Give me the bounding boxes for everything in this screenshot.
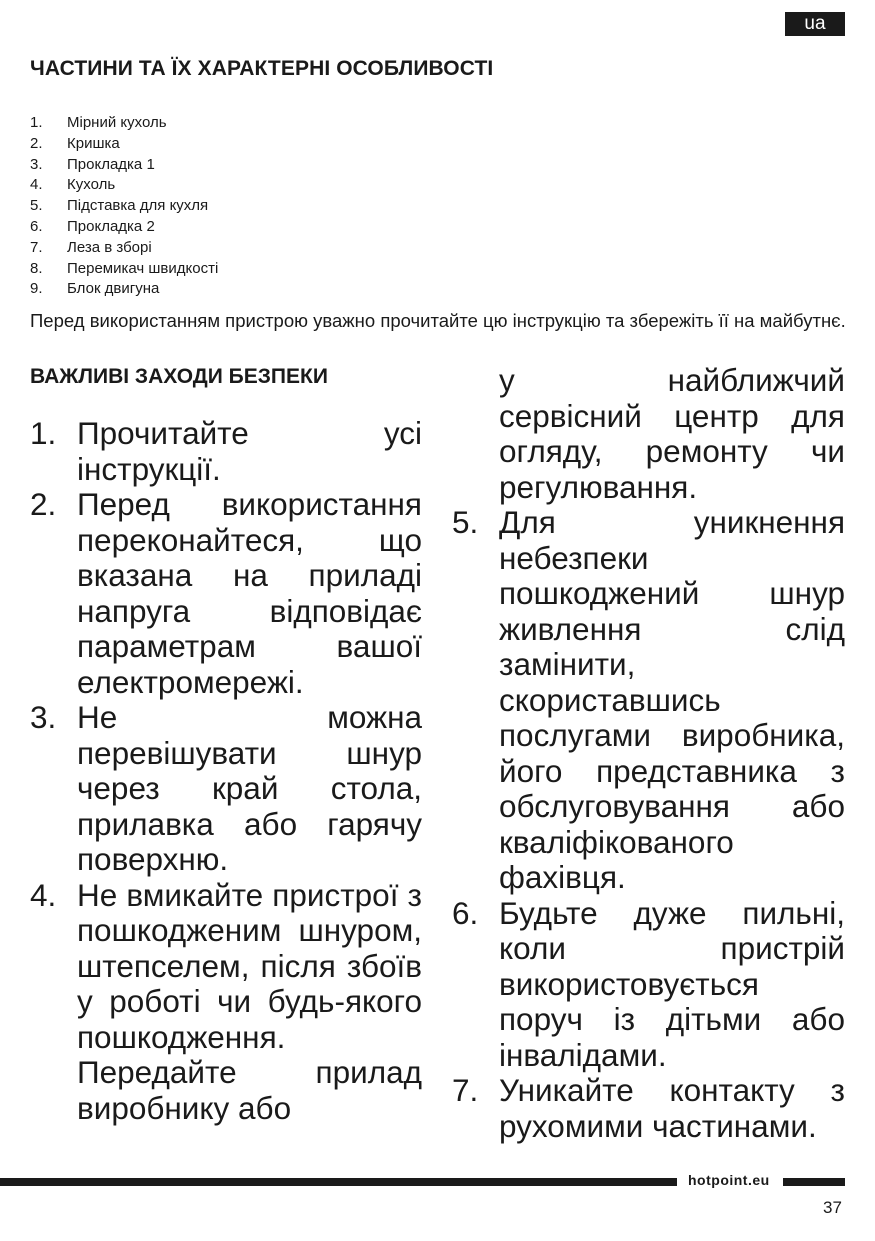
safety-item-text: у найближчий сервісний центр для огляду, ремонту чи регулювання. — [499, 362, 845, 505]
list-item-number: 2. — [30, 134, 43, 152]
safety-item — [452, 896, 845, 1074]
list-item-number: 8. — [30, 259, 43, 277]
list-item-label: Мірний кухоль — [67, 114, 167, 131]
safety-list-right-column — [452, 363, 845, 1144]
list-item-number: 7. — [30, 238, 43, 256]
footer-divider-left — [0, 1178, 677, 1186]
parts-list — [30, 113, 218, 300]
list-item-label: Леза в зборі — [67, 238, 152, 256]
safety-item-text: Не можна перевішувати шнур через край стола, прилавка або гарячу поверхню. — [77, 699, 422, 877]
list-item-label: Прокладка 2 — [67, 217, 155, 235]
list-item-number: 5. — [30, 197, 43, 215]
list-item — [30, 175, 218, 196]
safety-item-number: 6. — [452, 894, 479, 931]
safety-item — [30, 700, 422, 878]
list-item-label: Підставка для кухля — [67, 197, 209, 215]
safety-item — [30, 487, 422, 700]
safety-item-number: 7. — [452, 1072, 479, 1108]
intro-paragraph: Перед використанням пристрою уважно прочитайте цю інструкцію та збережіть її на майбутнє. — [30, 310, 846, 331]
list-item — [30, 113, 218, 134]
list-item-label: Кухоль — [67, 176, 116, 194]
footer-divider-right — [783, 1178, 845, 1186]
list-item-label: Прокладка 1 — [67, 155, 155, 173]
safety-item-number: 2. — [30, 486, 57, 522]
list-item-number: 1. — [30, 114, 43, 131]
list-item-label: Блок двигуна — [67, 280, 160, 298]
safety-item-text: Уникайте контакту з рухомими частинами. — [499, 1072, 845, 1144]
safety-item-number: 4. — [30, 876, 57, 913]
safety-item — [452, 505, 845, 896]
list-item — [30, 217, 218, 238]
safety-item — [30, 878, 422, 1127]
language-badge: ua — [785, 12, 845, 36]
list-item — [30, 134, 218, 155]
safety-item-text: Прочитайте усі інструкції. — [77, 415, 422, 487]
safety-item-text: Для уникнення небезпеки пошкоджений шнур живлення слід замінити, скориставшись послугами виробника, його представника з обслуговування або кваліфікованого фахівця. — [499, 504, 845, 895]
list-item-number: 9. — [30, 280, 43, 298]
safety-item-continuation — [452, 363, 845, 505]
safety-item-text: Не вмикайте пристрої з пошкодженим шнуром, штепселем, після збоїв у роботі чи будь-якого пошкодження. Передайте прилад виробнику або — [77, 876, 422, 1126]
list-item — [30, 238, 218, 259]
section-title-safety: ВАЖЛИВІ ЗАХОДИ БЕЗПЕКИ — [30, 365, 328, 388]
list-item-label: Кришка — [67, 134, 120, 152]
safety-item-text: Перед використання переконайтеся, що вказана на приладі напруга відповідає параметрам вашої електромережі. — [77, 486, 422, 700]
list-item-label: Перемикач швидкості — [67, 259, 219, 277]
safety-item-number: 3. — [30, 699, 57, 735]
brand-url: hotpoint.eu — [688, 1172, 770, 1188]
page-number: 37 — [823, 1198, 842, 1217]
list-item — [30, 259, 218, 280]
list-item-number: 4. — [30, 176, 43, 194]
safety-item — [452, 1073, 845, 1144]
safety-item-number: 1. — [30, 415, 57, 451]
list-item — [30, 196, 218, 217]
list-item-number: 6. — [30, 217, 43, 235]
list-item — [30, 155, 218, 176]
safety-item-text: Будьте дуже пильні, коли пристрій використовується поруч із дітьми або інвалідами. — [499, 894, 845, 1073]
list-item-number: 3. — [30, 155, 43, 173]
safety-item-number: 5. — [452, 504, 479, 540]
safety-item — [30, 416, 422, 487]
page-title: ЧАСТИНИ ТА ЇХ ХАРАКТЕРНІ ОСОБЛИВОСТІ — [30, 57, 494, 80]
list-item — [30, 279, 218, 300]
safety-list-left-column — [30, 416, 422, 1126]
